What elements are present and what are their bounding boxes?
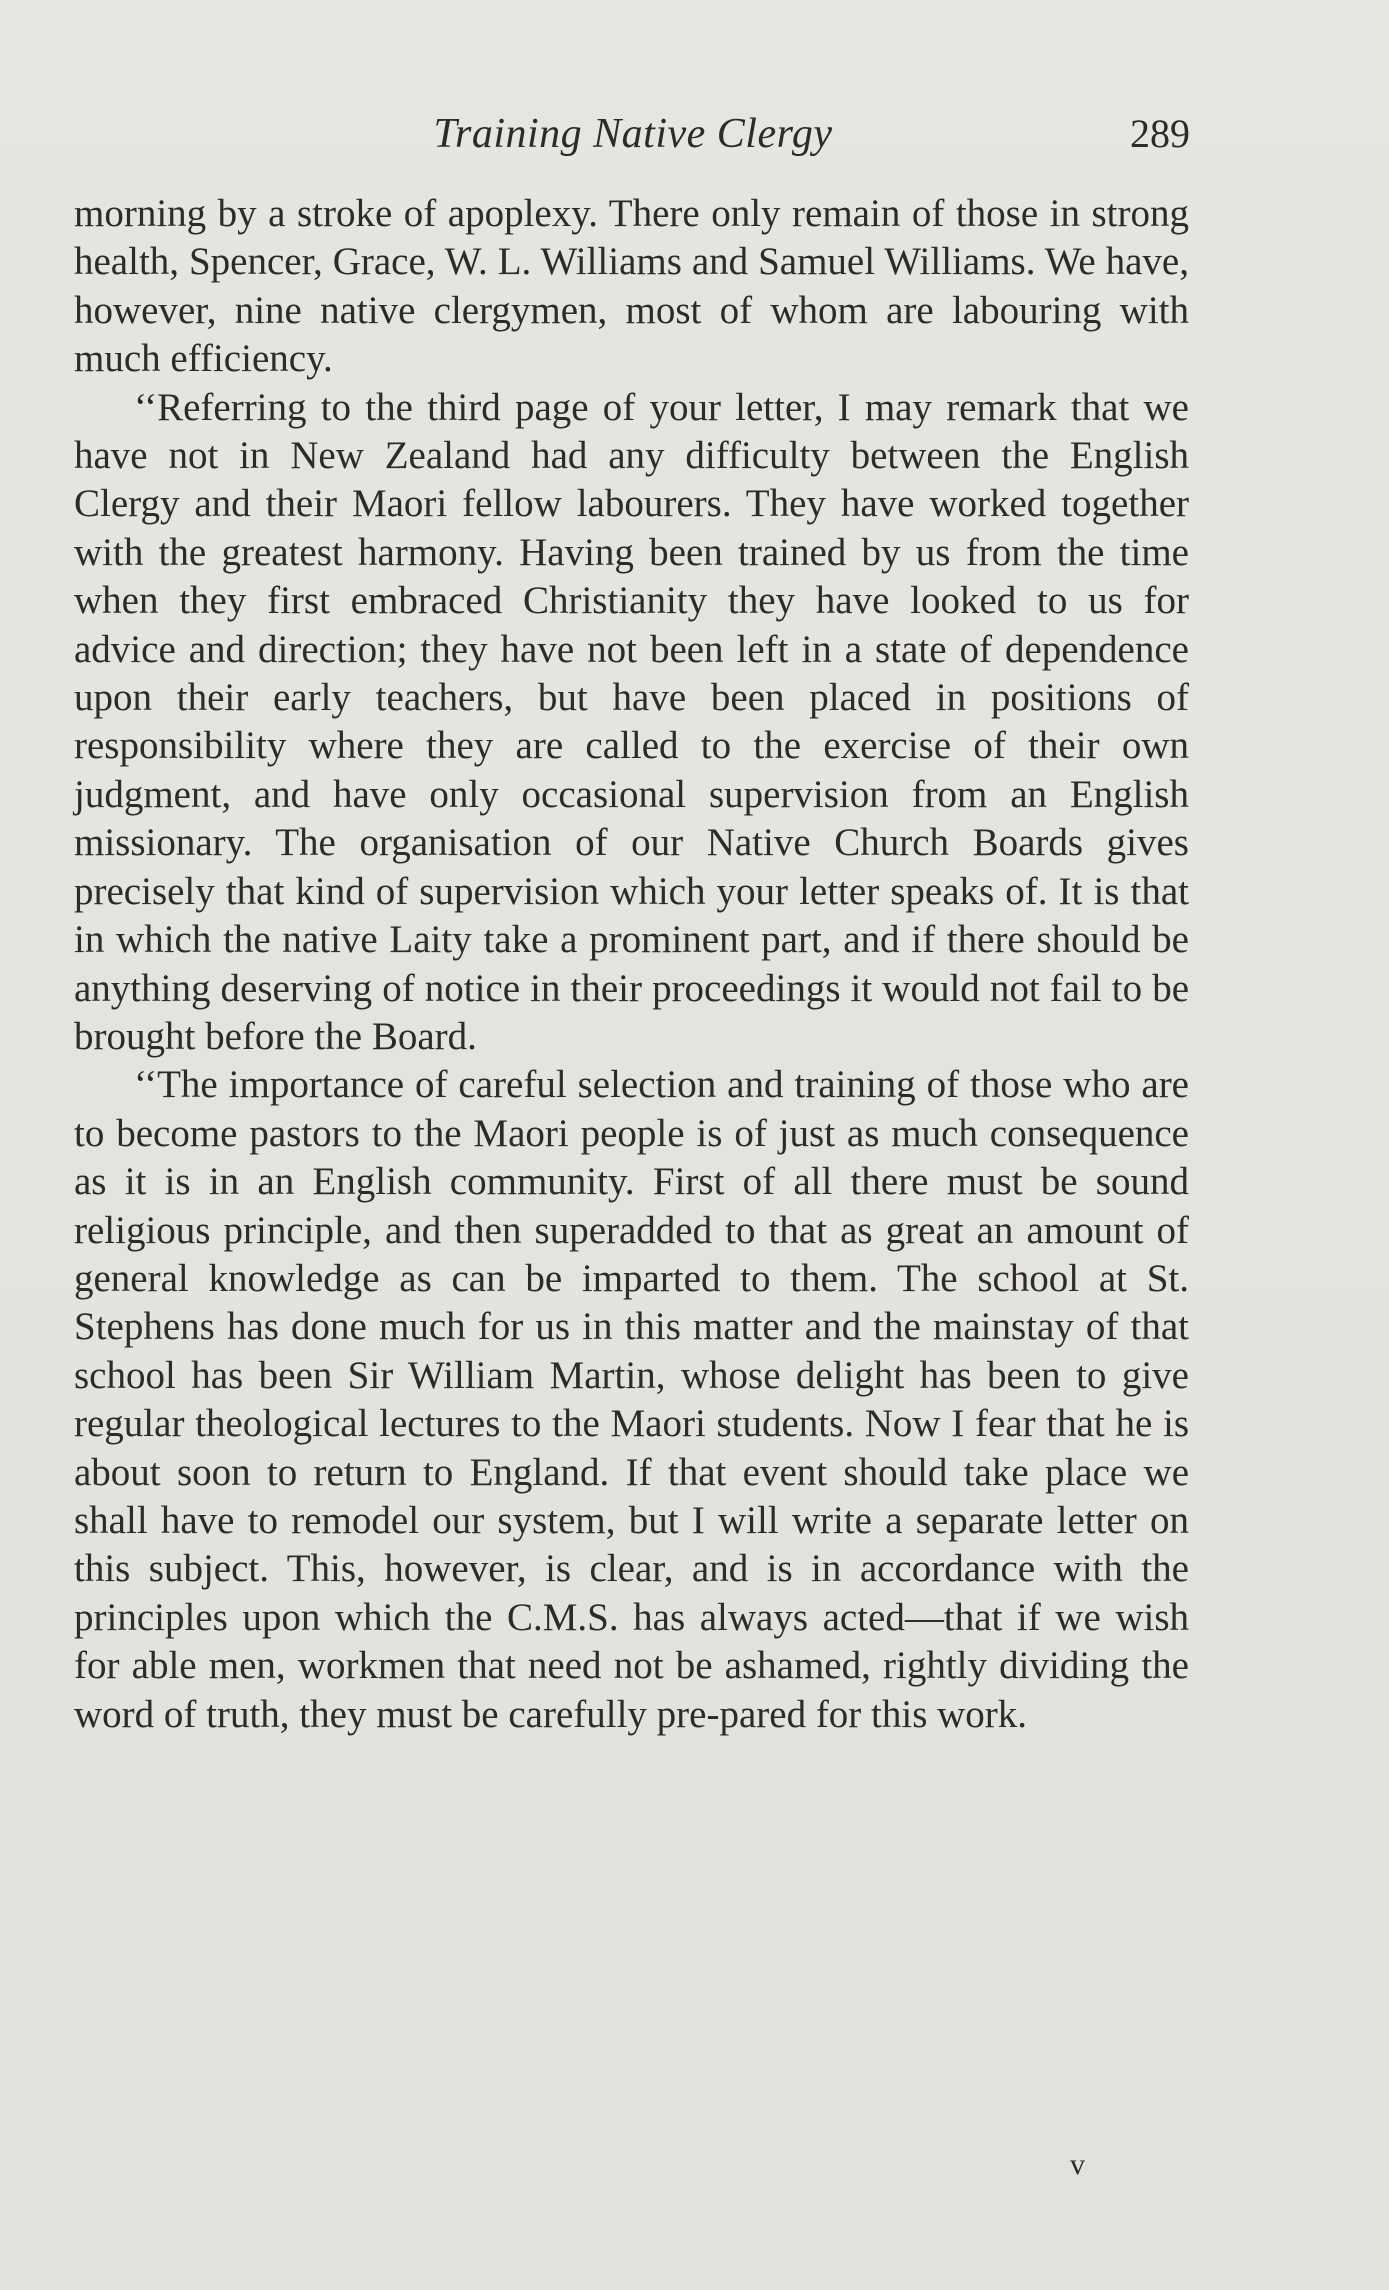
paragraph-continuation: morning by a stroke of apoplexy. There only remain of those in strong health, Spencer, Grace, W. L. Williams and Samuel Williams. We have, however, nine native clergymen, most of whom are labouring with much efficiency. <box>74 192 1189 381</box>
running-head <box>76 106 1190 162</box>
paragraph-letter-reply: ‘‘Referring to the third page of your letter, I may remark that we have not in New Zealand had any difficulty between the English Clergy and their Maori fellow labourers. They have worked together with the greatest harmony. Having been trained by us from the time when they first embraced Christianity they have looked to us for advice and direction; they have not been left in a state of dependence upon their early teachers, but have been placed in positions of responsibility where they are called to the exercise of their own judgment, and have only occasional supervision from an English missionary. The organisation of our Native Church Boards gives precisely that kind of supervision which your letter speaks of. It is that in which the native Laity take a prominent part, and if there should be anything deserving of notice in their proceedings it would not fail to be brought before the Board. <box>74 385 1189 1058</box>
paragraph-pastor-training: ‘‘The importance of careful selection and training of those who are to become pastors to the Maori people is of just as much consequence as it is in an English community. First of all there must be sound religious principle, and then superadded to that as great an amount of general knowledge as can be imparted to them. The school at St. Stephens has done much for us in this matter and the mainstay of that school has been Sir William Martin, whose delight has been to give regular theological lectures to the Maori students. Now I fear that he is about soon to return to England. If that event should take place we shall have to remodel our system, but I will write a separate letter on this subject. This, however, is clear, and is in accordance with the principles upon which the C.M.S. has always acted—that if we wish for able men, workmen that need not be ashamed, rightly dividing the word of truth, they must be carefully pre-pared for this work. <box>74 1063 1189 1736</box>
page-number: 289 <box>1130 111 1190 156</box>
signature-mark: v <box>1070 2148 1085 2181</box>
body-text <box>74 190 1189 1739</box>
chapter-title: Training Native Clergy <box>433 111 833 157</box>
